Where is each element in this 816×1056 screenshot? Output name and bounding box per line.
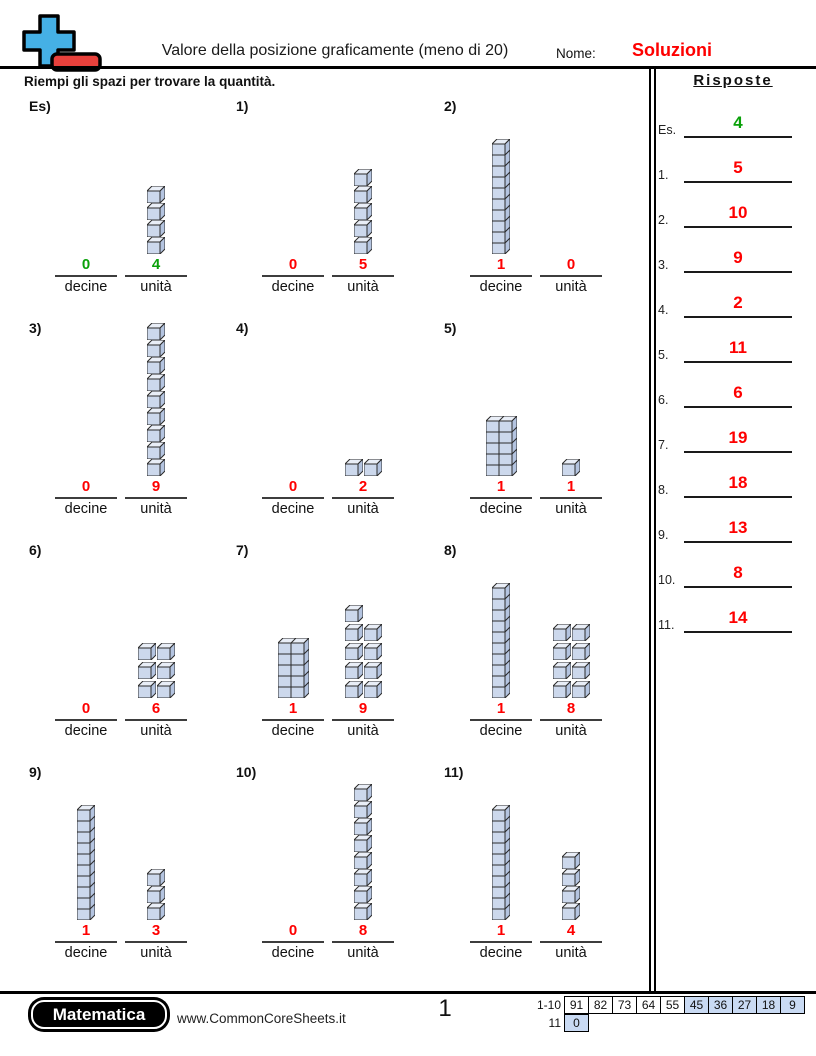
unit-cube-icon (147, 374, 165, 391)
unit-cube-icon (345, 624, 363, 641)
answer-value: 11 (684, 337, 792, 363)
score-cell: 9 (780, 996, 805, 1014)
unit-cube-icon (157, 662, 175, 679)
tens-place (470, 921, 532, 961)
answer-label: Es. (658, 123, 677, 137)
problem-6 (25, 542, 225, 754)
unit-cube-icon (553, 643, 571, 660)
unit-cube-icon (354, 784, 372, 801)
score-cell: 73 (612, 996, 637, 1014)
unit-cube-icon (147, 425, 165, 442)
unit-cube-icon (562, 903, 580, 920)
ones-digit: 9 (125, 477, 187, 499)
tens-digit: 0 (262, 477, 324, 499)
unit-cube-icon (364, 624, 382, 641)
ones-label: unità (140, 723, 172, 739)
answer-row (650, 337, 816, 363)
ones-place (540, 255, 602, 295)
ones-label: unità (347, 279, 379, 295)
ones-label: unità (555, 279, 587, 295)
unit-cube-icon (553, 662, 571, 679)
tens-block (486, 416, 517, 481)
ones-place (125, 699, 187, 739)
ones-label: unità (555, 501, 587, 517)
answer-label: 2. (658, 213, 669, 227)
ones-place (540, 921, 602, 961)
answers-panel (650, 69, 816, 992)
tens-digit: 0 (55, 477, 117, 499)
tens-label: decine (479, 723, 523, 739)
name-label: Nome: (556, 46, 596, 61)
ones-label: unità (555, 723, 587, 739)
unit-cube-icon (147, 886, 165, 903)
unit-cube-icon (572, 662, 590, 679)
answer-row (650, 157, 816, 183)
unit-cube-icon (553, 681, 571, 698)
answer-row (650, 472, 816, 498)
answer-row (650, 607, 816, 633)
units-group (562, 852, 580, 920)
answer-value: 6 (684, 382, 792, 408)
tens-place (262, 477, 324, 517)
unit-cube-icon (147, 391, 165, 408)
unit-cube-icon (147, 323, 165, 340)
ones-place (540, 699, 602, 739)
answers-title: Risposte (693, 72, 773, 89)
unit-cube-icon (147, 186, 165, 203)
ones-place (125, 477, 187, 517)
unit-cube-icon (147, 237, 165, 254)
tens-digit: 0 (262, 255, 324, 277)
ones-digit: 8 (332, 921, 394, 943)
unit-cube-icon (138, 681, 156, 698)
unit-cube-icon (354, 869, 372, 886)
page-number: 1 (438, 995, 452, 1022)
instructions-text: Riempi gli spazi per trovare la quantità. (24, 74, 276, 89)
score-cell: 0 (564, 1014, 589, 1032)
unit-cube-icon (572, 643, 590, 660)
unit-cube-icon (147, 203, 165, 220)
units-group (553, 624, 590, 698)
problem-label: 10) (236, 764, 257, 780)
units-group (147, 323, 165, 476)
score-cell: 36 (708, 996, 733, 1014)
problem-label: 1) (236, 98, 249, 114)
answer-value: 8 (684, 562, 792, 588)
tens-rod-icon (492, 583, 510, 698)
unit-cube-icon (354, 220, 372, 237)
brand-label: Matematica (31, 1000, 167, 1029)
unit-cube-icon (147, 357, 165, 374)
unit-cube-icon (354, 835, 372, 852)
answer-value: 19 (684, 427, 792, 453)
ones-digit: 4 (125, 255, 187, 277)
tens-digit: 1 (470, 477, 532, 499)
unit-cube-icon (345, 605, 363, 622)
unit-cube-icon (364, 643, 382, 660)
unit-cube-icon (572, 681, 590, 698)
units-group (147, 186, 165, 254)
answer-value: 9 (684, 247, 792, 273)
answer-label: 1. (658, 168, 669, 182)
unit-cube-icon (354, 203, 372, 220)
problem-11 (440, 764, 640, 976)
units-group (354, 784, 372, 920)
unit-cube-icon (345, 681, 363, 698)
unit-cube-icon (147, 408, 165, 425)
ones-digit: 2 (332, 477, 394, 499)
answer-label: 8. (658, 483, 669, 497)
ones-place (332, 921, 394, 961)
answer-row (650, 202, 816, 228)
ones-digit: 1 (540, 477, 602, 499)
answer-row (650, 247, 816, 273)
ones-label: unità (555, 945, 587, 961)
unit-cube-icon (354, 852, 372, 869)
problem-5 (440, 320, 640, 532)
ones-label: unità (347, 723, 379, 739)
problem-label: 6) (29, 542, 42, 558)
ones-digit: 3 (125, 921, 187, 943)
ones-place (125, 921, 187, 961)
answer-row (650, 517, 816, 543)
tens-label: decine (271, 723, 315, 739)
tens-place (55, 921, 117, 961)
ones-place (125, 255, 187, 295)
ones-place (540, 477, 602, 517)
answer-label: 4. (658, 303, 669, 317)
unit-cube-icon (364, 459, 382, 476)
unit-cube-icon (354, 237, 372, 254)
tens-digit: 1 (470, 921, 532, 943)
score-cell: 64 (636, 996, 661, 1014)
unit-cube-icon (354, 169, 372, 186)
problem-label: 3) (29, 320, 42, 336)
ones-label: unità (140, 279, 172, 295)
tens-digit: 1 (470, 699, 532, 721)
unit-cube-icon (157, 643, 175, 660)
ones-digit: 8 (540, 699, 602, 721)
answer-label: 7. (658, 438, 669, 452)
answer-value: 4 (684, 112, 792, 138)
unit-cube-icon (553, 624, 571, 641)
answer-value: 14 (684, 607, 792, 633)
problem-es (25, 98, 225, 310)
tens-label: decine (479, 501, 523, 517)
tens-place (262, 699, 324, 739)
tens-rod-icon (77, 805, 95, 920)
ones-label: unità (140, 945, 172, 961)
problem-label: 5) (444, 320, 457, 336)
tens-label: decine (64, 279, 108, 295)
unit-cube-icon (354, 886, 372, 903)
problem-8 (440, 542, 640, 754)
answer-value: 2 (684, 292, 792, 318)
website-url: www.CommonCoreSheets.it (177, 1011, 346, 1026)
tens-rod-icon (492, 805, 510, 920)
ones-digit: 5 (332, 255, 394, 277)
tens-label: decine (64, 723, 108, 739)
tens-place (262, 921, 324, 961)
answer-value: 10 (684, 202, 792, 228)
problem-3 (25, 320, 225, 532)
units-group (354, 169, 372, 254)
tens-label: decine (64, 945, 108, 961)
score-cell: 18 (756, 996, 781, 1014)
score-cell: 91 (564, 996, 589, 1014)
problem-label: 7) (236, 542, 249, 558)
unit-cube-icon (147, 220, 165, 237)
unit-cube-icon (345, 459, 363, 476)
tens-label: decine (64, 501, 108, 517)
score-cell: 45 (684, 996, 709, 1014)
answer-label: 5. (658, 348, 669, 362)
unit-cube-icon (572, 624, 590, 641)
answer-value: 13 (684, 517, 792, 543)
units-group (138, 643, 175, 698)
answer-label: 6. (658, 393, 669, 407)
units-group (562, 459, 580, 476)
ones-digit: 4 (540, 921, 602, 943)
problem-9 (25, 764, 225, 976)
problem-2 (440, 98, 640, 310)
score-cell: 82 (588, 996, 613, 1014)
ones-place (332, 255, 394, 295)
problem-label: 2) (444, 98, 457, 114)
answer-value: 5 (684, 157, 792, 183)
worksheet-title: Valore della posizione graficamente (meno di 20) (161, 42, 509, 59)
answer-value: 18 (684, 472, 792, 498)
unit-cube-icon (345, 662, 363, 679)
score-cell: 55 (660, 996, 685, 1014)
solutions-value: Soluzioni (632, 40, 712, 60)
tens-place (470, 699, 532, 739)
unit-cube-icon (147, 340, 165, 357)
unit-cube-icon (562, 852, 580, 869)
answer-row (650, 562, 816, 588)
score-row (528, 996, 805, 1014)
score-cell: 27 (732, 996, 757, 1014)
unit-cube-icon (354, 186, 372, 203)
units-group (345, 605, 382, 698)
tens-rod (492, 805, 510, 925)
unit-cube-icon (138, 662, 156, 679)
problem-7 (232, 542, 432, 754)
tens-place (470, 255, 532, 295)
unit-cube-icon (364, 662, 382, 679)
unit-cube-icon (562, 886, 580, 903)
tens-place (55, 255, 117, 295)
tens-label: decine (479, 279, 523, 295)
tens-place (262, 255, 324, 295)
brand-badge (28, 997, 170, 1032)
tens-rod-icon (492, 139, 510, 254)
footer-rule (0, 991, 816, 994)
tens-digit: 1 (470, 255, 532, 277)
unit-cube-icon (354, 818, 372, 835)
unit-cube-icon (562, 459, 580, 476)
ones-label: unità (347, 945, 379, 961)
unit-cube-icon (157, 681, 175, 698)
tens-label: decine (271, 501, 315, 517)
unit-cube-icon (562, 869, 580, 886)
answer-label: 3. (658, 258, 669, 272)
problem-label: 11) (444, 764, 464, 780)
tens-digit: 0 (55, 699, 117, 721)
answer-row (650, 427, 816, 453)
tens-rod (492, 583, 510, 703)
problem-10 (232, 764, 432, 976)
unit-cube-icon (354, 801, 372, 818)
answer-row (650, 382, 816, 408)
tens-block-icon (486, 416, 517, 476)
problem-label: 9) (29, 764, 42, 780)
problem-label: 4) (236, 320, 249, 336)
ones-label: unità (347, 501, 379, 517)
tens-rod (492, 139, 510, 259)
tens-label: decine (271, 279, 315, 295)
units-group (345, 459, 382, 476)
unit-cube-icon (147, 442, 165, 459)
problem-1 (232, 98, 432, 310)
score-row-label: 11 (548, 1016, 561, 1030)
ones-place (332, 477, 394, 517)
tens-place (470, 477, 532, 517)
tens-block-icon (278, 638, 309, 698)
tens-label: decine (479, 945, 523, 961)
tens-digit: 0 (262, 921, 324, 943)
ones-place (332, 699, 394, 739)
problem-4 (232, 320, 432, 532)
answer-row (650, 112, 816, 138)
ones-digit: 9 (332, 699, 394, 721)
tens-rod (77, 805, 95, 925)
answer-label: 10. (658, 573, 676, 587)
unit-cube-icon (364, 681, 382, 698)
unit-cube-icon (138, 643, 156, 660)
problem-label: 8) (444, 542, 457, 558)
answer-label: 11. (658, 618, 675, 632)
ones-digit: 6 (125, 699, 187, 721)
problem-label: Es) (29, 98, 51, 114)
tens-digit: 1 (262, 699, 324, 721)
tens-digit: 1 (55, 921, 117, 943)
ones-digit: 0 (540, 255, 602, 277)
score-row-label: 1-10 (536, 998, 561, 1012)
tens-block (278, 638, 309, 703)
units-group (147, 869, 165, 920)
score-table (528, 996, 805, 1032)
unit-cube-icon (147, 459, 165, 476)
tens-place (55, 699, 117, 739)
tens-label: decine (271, 945, 315, 961)
ones-label: unità (140, 501, 172, 517)
unit-cube-icon (354, 903, 372, 920)
unit-cube-icon (147, 869, 165, 886)
answer-row (650, 292, 816, 318)
answer-label: 9. (658, 528, 669, 542)
tens-digit: 0 (55, 255, 117, 277)
tens-place (55, 477, 117, 517)
score-row (528, 1014, 805, 1032)
unit-cube-icon (147, 903, 165, 920)
unit-cube-icon (345, 643, 363, 660)
